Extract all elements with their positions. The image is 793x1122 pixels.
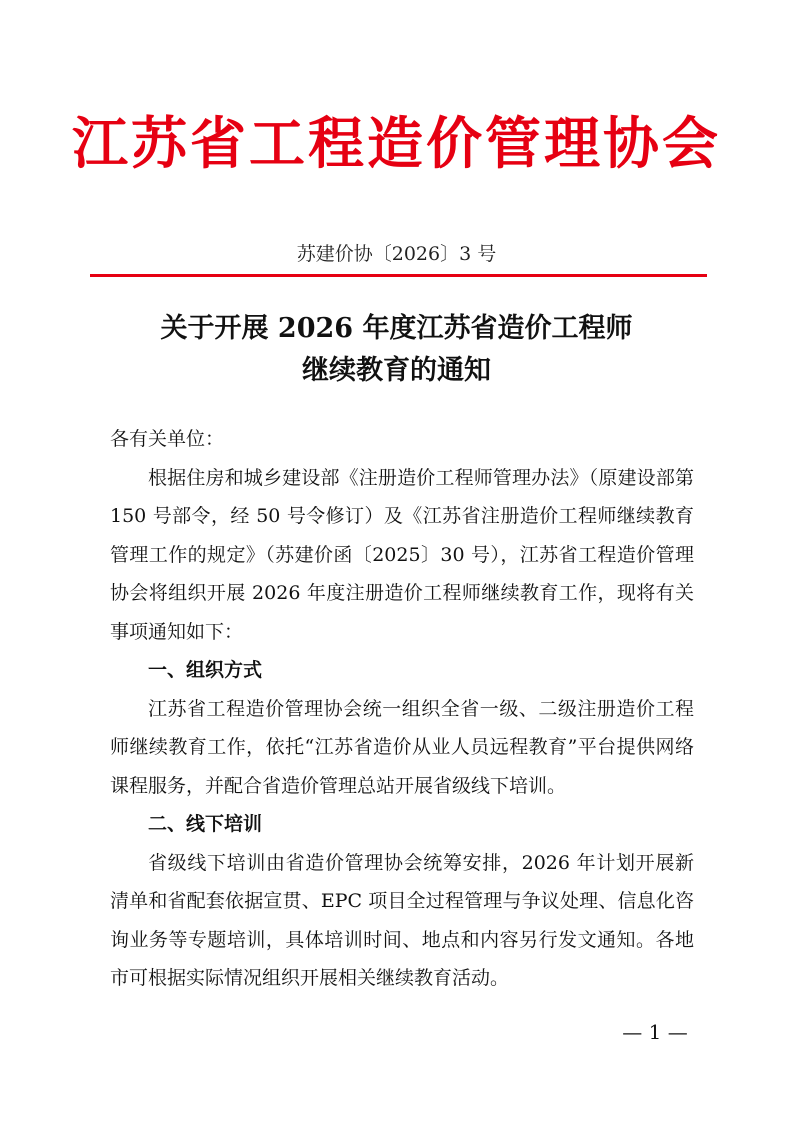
section-2-heading: 二、线下培训 xyxy=(148,813,263,835)
document-number: 苏建价协〔2026〕3 号 xyxy=(296,243,497,265)
notice-title-line-2: 继续教育的通知 xyxy=(302,355,491,386)
section-2-paragraph: 省级线下培训由省造价管理协会统筹安排，2026 年计划开展新清单和省配套依据宣贯、EPC 项目全过程管理与争议处理、信息化咨询业务等专题培训，具体培训时间、地点和内容另行发文通知。各地市可根据实际情况组织开展相关继续教育活动。 xyxy=(110,851,694,989)
organization-header: 江苏省工程造价管理协会 xyxy=(72,111,721,177)
section-1-paragraph: 江苏省工程造价管理协会统一组织全省一级、二级注册造价工程师继续教育工作，依托“江苏省造价从业人员远程教育”平台提供网络课程服务，并配合省造价管理总站开展省级线下培训。 xyxy=(110,697,694,797)
notice-body xyxy=(110,420,694,998)
section-1-heading: 一、组织方式 xyxy=(148,659,263,681)
notice-title xyxy=(0,308,793,392)
salutation: 各有关单位： xyxy=(110,428,225,450)
red-divider-line xyxy=(90,274,707,277)
page-number: — 1 — xyxy=(622,1020,688,1044)
notice-title-line-1: 关于开展 2026 年度江苏省造价工程师 xyxy=(160,313,633,344)
intro-paragraph: 根据住房和城乡建设部《注册造价工程师管理办法》（原建设部第 150 号部令，经 50 号令修订）及《江苏省注册造价工程师继续教育管理工作的规定》（苏建价函〔2025〕30 号），江苏省工程造价管理协会将组织开展 2026 年度注册造价工程师继续教育工作，现将有关事项通知如下： xyxy=(110,466,694,643)
